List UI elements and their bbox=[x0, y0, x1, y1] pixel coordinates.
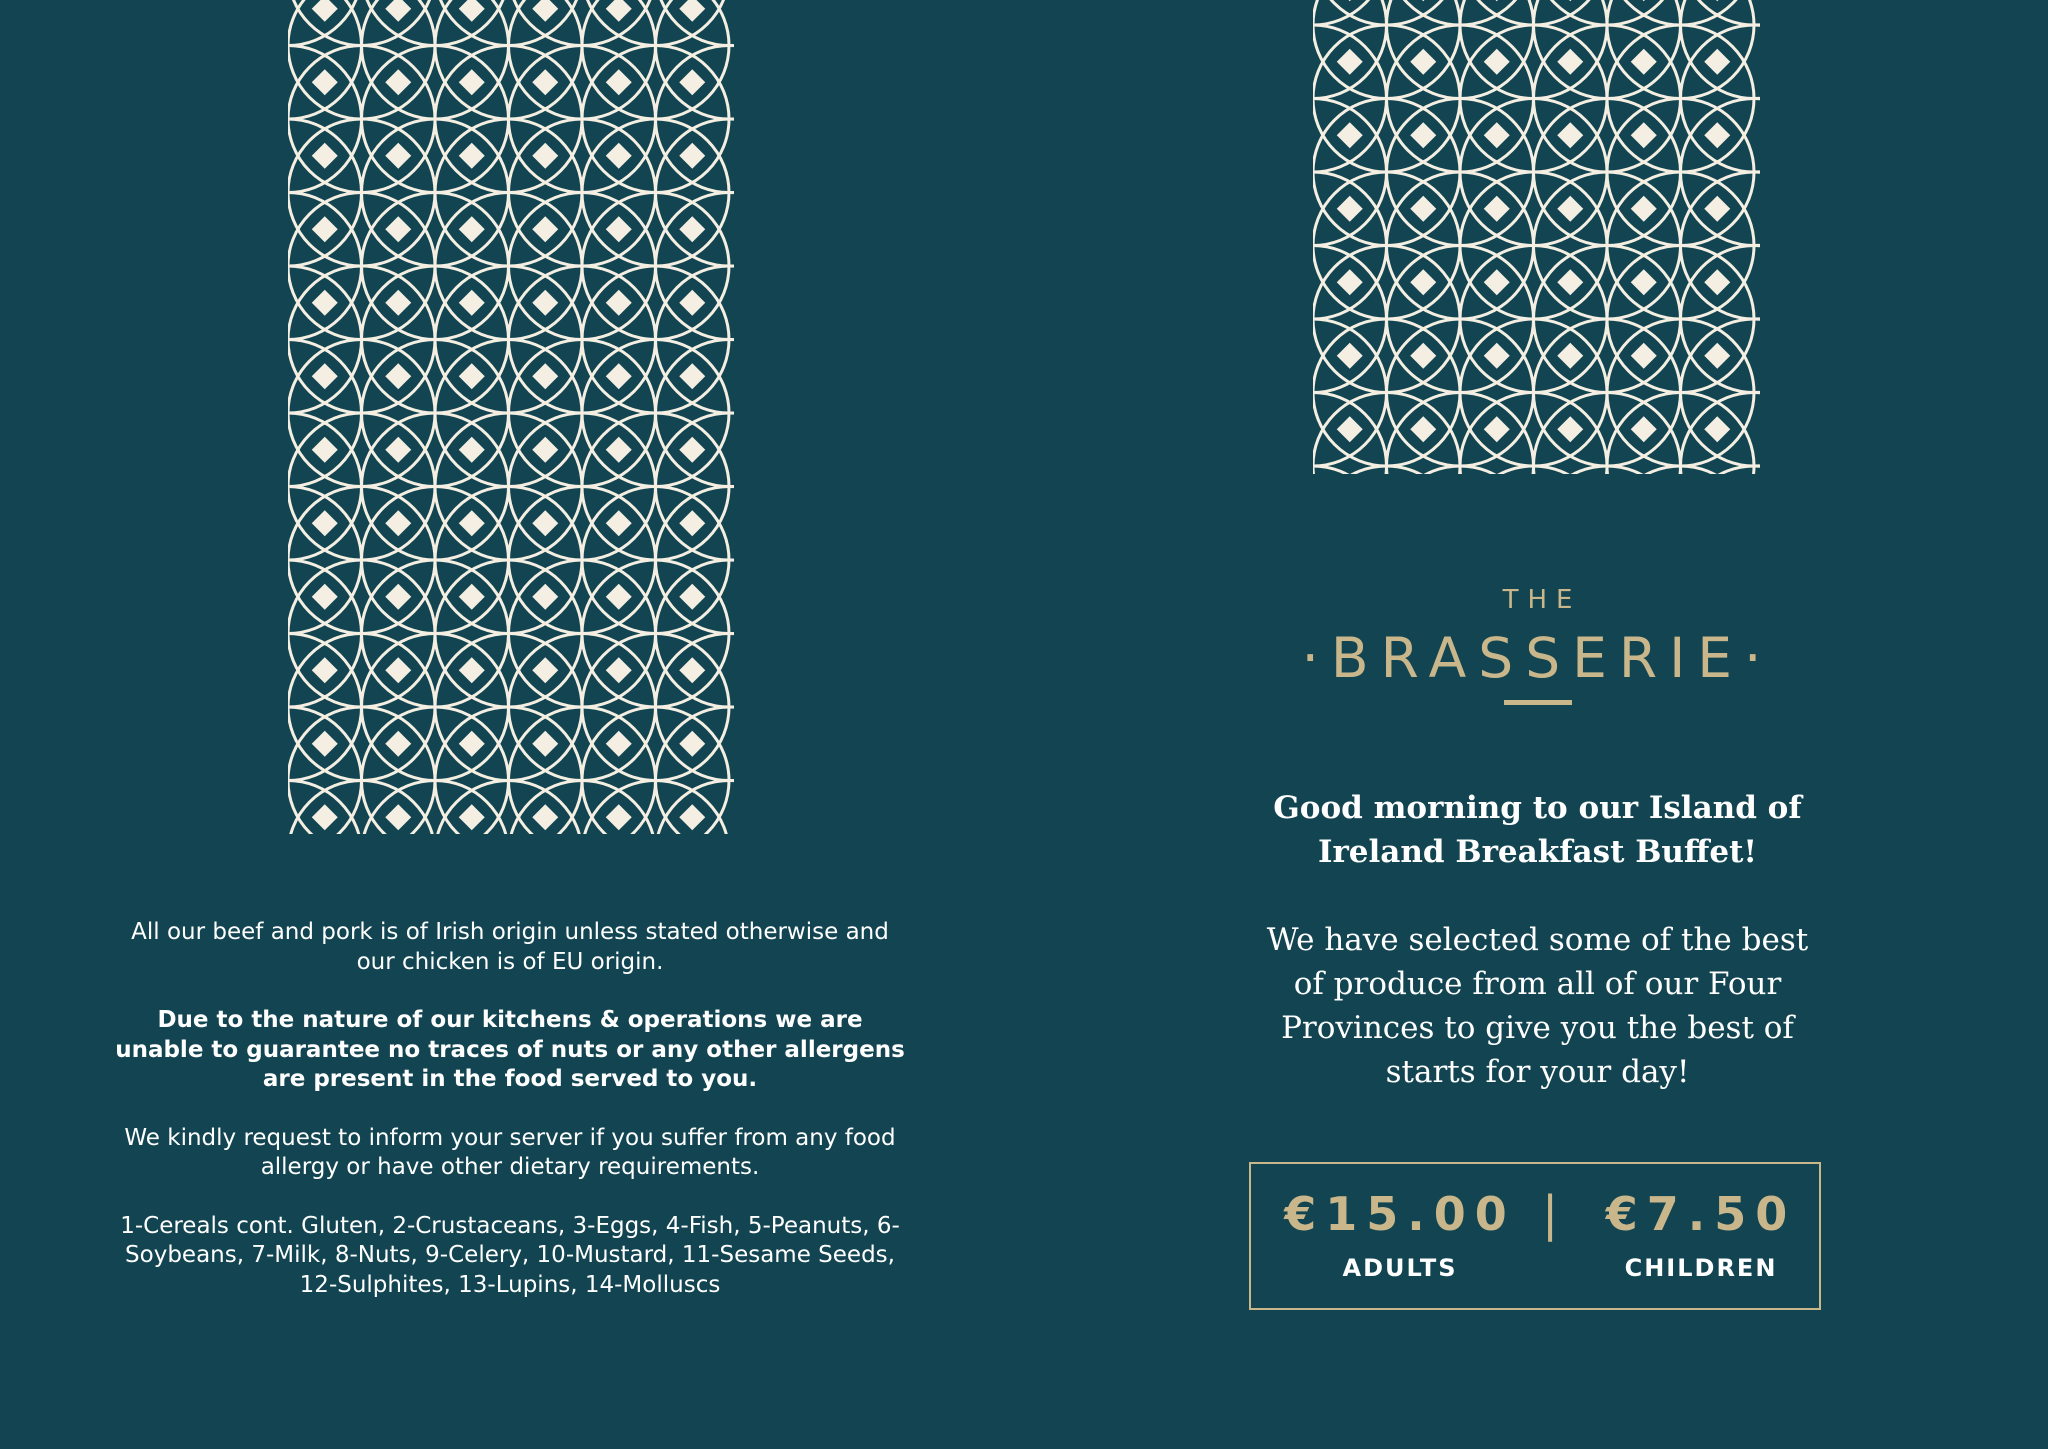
pattern-diamond bbox=[459, 363, 485, 389]
intro-text: We have selected some of the best of produce from all of our Four Provinces to give you the best of starts for your day! bbox=[1266, 922, 1809, 1090]
pattern-diamond bbox=[385, 510, 411, 536]
logo-the: THE bbox=[1502, 585, 1582, 615]
pattern-diamond bbox=[1410, 196, 1436, 222]
adult-price bbox=[1251, 1184, 1549, 1284]
pattern-diamond bbox=[532, 69, 558, 95]
pattern-diamond bbox=[1484, 0, 1510, 1]
pattern-diamond bbox=[459, 0, 485, 22]
pattern-diamond bbox=[532, 143, 558, 169]
pattern-diamond bbox=[1337, 196, 1363, 222]
pattern-diamond bbox=[532, 510, 558, 536]
pattern-diamond bbox=[679, 510, 705, 536]
pattern-diamond bbox=[606, 584, 632, 610]
pattern-diamond bbox=[679, 69, 705, 95]
pattern-diamond bbox=[1484, 416, 1510, 442]
pattern-diamond bbox=[1631, 416, 1657, 442]
pattern-diamond bbox=[459, 290, 485, 316]
children-price-value: €7.50 bbox=[1605, 1187, 1797, 1241]
pattern-diamond bbox=[532, 216, 558, 242]
pattern-diamond bbox=[679, 804, 705, 830]
pattern-diamond bbox=[1337, 416, 1363, 442]
pattern-diamond bbox=[1410, 49, 1436, 75]
pattern-diamond bbox=[1631, 196, 1657, 222]
pattern-diamond bbox=[606, 290, 632, 316]
pattern-diamond bbox=[312, 584, 338, 610]
pattern-diamond bbox=[1410, 343, 1436, 369]
pattern-diamond bbox=[1631, 122, 1657, 148]
pattern-diamond bbox=[312, 731, 338, 757]
pattern-diamond bbox=[1557, 196, 1583, 222]
pattern-diamond bbox=[459, 657, 485, 683]
pattern-diamond bbox=[312, 143, 338, 169]
pattern-diamond bbox=[1410, 122, 1436, 148]
pattern-diamond bbox=[679, 290, 705, 316]
pattern-diamond bbox=[1557, 343, 1583, 369]
pattern-diamond bbox=[1704, 49, 1730, 75]
pattern-diamond bbox=[1557, 49, 1583, 75]
pattern-diamond bbox=[1631, 269, 1657, 295]
allergen-information bbox=[110, 918, 910, 1329]
dietary-request: We kindly request to inform your server if you suffer from any food allergy or have other dietary requirements. bbox=[124, 1124, 896, 1180]
pattern-diamond bbox=[1557, 269, 1583, 295]
pattern-diamond bbox=[1704, 416, 1730, 442]
pattern-diamond bbox=[679, 437, 705, 463]
pattern-diamond bbox=[532, 731, 558, 757]
pattern-diamond bbox=[606, 657, 632, 683]
children-price bbox=[1581, 1184, 1821, 1284]
pattern-diamond bbox=[1337, 269, 1363, 295]
pattern-diamond bbox=[679, 657, 705, 683]
pattern-diamond bbox=[1484, 122, 1510, 148]
pattern-circle bbox=[1313, 0, 1387, 25]
pattern-diamond bbox=[385, 657, 411, 683]
greeting-heading: Good morning to our Island of Ireland Breakfast Buffet! bbox=[1273, 790, 1802, 870]
pattern-diamond bbox=[459, 69, 485, 95]
pattern-diamond bbox=[679, 143, 705, 169]
pattern-diamond bbox=[1484, 49, 1510, 75]
decorative-pattern-right bbox=[1313, 0, 1760, 474]
pattern-diamond bbox=[385, 290, 411, 316]
pattern-diamond bbox=[1410, 416, 1436, 442]
origin-note: All our beef and pork is of Irish origin unless stated otherwise and our chicken is of EU origin. bbox=[131, 919, 889, 975]
pattern-diamond bbox=[532, 0, 558, 22]
pattern-diamond bbox=[606, 363, 632, 389]
pattern-diamond bbox=[385, 437, 411, 463]
pattern-diamond bbox=[312, 804, 338, 830]
pattern-diamond bbox=[532, 290, 558, 316]
pattern-diamond bbox=[312, 290, 338, 316]
pattern-diamond bbox=[459, 804, 485, 830]
allergen-warning: Due to the nature of our kitchens & operations we are unable to guarantee no traces of nuts or any other allergens are present in the food served to you. bbox=[115, 1007, 905, 1092]
pattern-diamond bbox=[385, 363, 411, 389]
pattern-diamond bbox=[1337, 343, 1363, 369]
pattern-diamond bbox=[459, 510, 485, 536]
pattern-diamond bbox=[532, 363, 558, 389]
pattern-diamond bbox=[312, 657, 338, 683]
pattern-diamond bbox=[606, 437, 632, 463]
pattern-diamond bbox=[606, 0, 632, 22]
pattern-diamond bbox=[1557, 0, 1583, 1]
pattern-diamond bbox=[312, 69, 338, 95]
pattern-diamond bbox=[1704, 269, 1730, 295]
pattern-diamond bbox=[1337, 0, 1363, 1]
pattern-diamond bbox=[532, 584, 558, 610]
pattern-diamond bbox=[606, 143, 632, 169]
pattern-diamond bbox=[312, 437, 338, 463]
pattern-diamond bbox=[1410, 269, 1436, 295]
pattern-diamond bbox=[679, 731, 705, 757]
pattern-diamond bbox=[606, 216, 632, 242]
pattern-diamond bbox=[459, 731, 485, 757]
decorative-pattern-left bbox=[288, 0, 734, 834]
logo-underline bbox=[1504, 700, 1572, 705]
pattern-diamond bbox=[385, 584, 411, 610]
pattern-diamond bbox=[459, 584, 485, 610]
pattern-diamond bbox=[312, 510, 338, 536]
pattern-diamond bbox=[679, 0, 705, 22]
pattern-diamond bbox=[385, 804, 411, 830]
pattern-diamond bbox=[459, 437, 485, 463]
pattern-diamond bbox=[385, 731, 411, 757]
pattern-diamond bbox=[679, 584, 705, 610]
pattern-diamond bbox=[1631, 343, 1657, 369]
pattern-diamond bbox=[312, 216, 338, 242]
pattern-diamond bbox=[532, 657, 558, 683]
adult-price-value: €15.00 bbox=[1284, 1187, 1516, 1241]
pattern-diamond bbox=[1337, 49, 1363, 75]
pattern-diamond bbox=[532, 804, 558, 830]
pattern-diamond bbox=[1337, 122, 1363, 148]
pattern-diamond bbox=[459, 143, 485, 169]
allergen-key: 1-Cereals cont. Gluten, 2-Crustaceans, 3-Eggs, 4-Fish, 5-Peanuts, 6-Soybeans, 7-Milk, 8-Nuts, 9-Celery, 10-Mustard, 11-Sesame Seeds, 12-Sulphites, 13-Lupins, 14-Molluscs bbox=[120, 1212, 900, 1298]
pattern-diamond bbox=[1484, 343, 1510, 369]
pattern-diamond bbox=[385, 69, 411, 95]
pattern-diamond bbox=[606, 731, 632, 757]
pattern-diamond bbox=[1631, 0, 1657, 1]
pattern-diamond bbox=[385, 143, 411, 169]
logo-brasserie: ·BRASSERIE· bbox=[1301, 626, 1774, 690]
price-box bbox=[1249, 1162, 1821, 1310]
pattern-diamond bbox=[312, 0, 338, 22]
pattern-diamond bbox=[1704, 0, 1730, 1]
pattern-diamond bbox=[385, 0, 411, 22]
pattern-diamond bbox=[679, 363, 705, 389]
pattern-diamond bbox=[532, 437, 558, 463]
pattern-diamond bbox=[459, 216, 485, 242]
price-separator: | bbox=[1542, 1186, 1559, 1242]
adult-price-label: ADULTS bbox=[1342, 1254, 1458, 1282]
pattern-diamond bbox=[1704, 343, 1730, 369]
pattern-diamond bbox=[1704, 122, 1730, 148]
pattern-diamond bbox=[1557, 122, 1583, 148]
pattern-diamond bbox=[606, 69, 632, 95]
pattern-diamond bbox=[1631, 49, 1657, 75]
pattern-diamond bbox=[1557, 416, 1583, 442]
pattern-diamond bbox=[312, 363, 338, 389]
pattern-diamond bbox=[679, 216, 705, 242]
brasserie-logo bbox=[1300, 582, 1775, 705]
pattern-diamond bbox=[1484, 269, 1510, 295]
pattern-diamond bbox=[1484, 196, 1510, 222]
pattern-diamond bbox=[1410, 0, 1436, 1]
pattern-diamond bbox=[606, 804, 632, 830]
children-price-label: CHILDREN bbox=[1624, 1254, 1778, 1282]
pattern-diamond bbox=[606, 510, 632, 536]
pattern-diamond bbox=[385, 216, 411, 242]
pattern-diamond bbox=[1704, 196, 1730, 222]
